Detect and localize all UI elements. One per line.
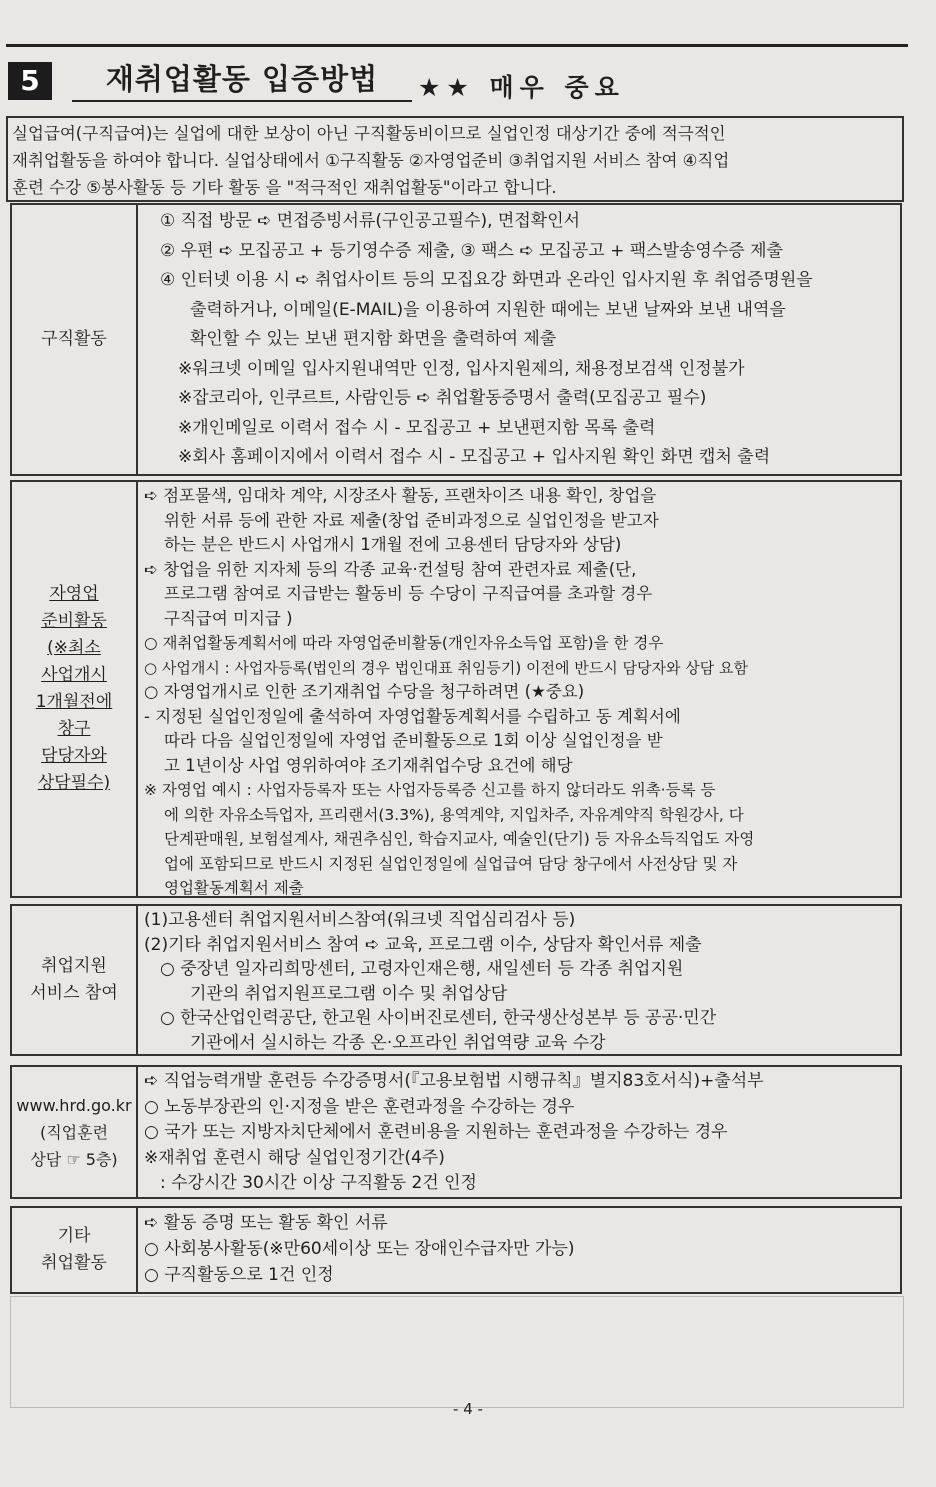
content-line: (1)고용센터 취업지원서비스참여(워크넷 직업심리검사 등) [144,910,576,930]
page-number: - 4 - [453,1400,483,1418]
section-employment-service [10,904,902,1056]
content-line: ※회사 홈페이지에서 이력서 접수 시 - 모집공고 + 입사지원 확인 화면 캡처 출력 [178,447,771,467]
label-line: 서비스 참여 [30,983,118,1003]
content-line: ※재취업 훈련시 해당 실업인정기간(4주) [144,1147,445,1168]
content-line: 하는 분은 반드시 사업개시 1개월 전에 고용센터 담당자와 상담) [164,535,622,554]
label-line: www.hrd.go.kr [16,1095,132,1115]
content-line: ※ 자영업 예시 : 사업자등록자 또는 사업자등록증 신고를 하지 않더라도 위촉·등록 등 [144,781,716,799]
intro-line: 재취업활동을 하여야 합니다. 실업상태에서 ①구직활동 ②자영업준비 ③취업지원 서비스 참여 ④직업 [12,151,730,170]
label-line: 취업활동 [41,1253,107,1273]
content-line: ○ 국가 또는 지방자치단체에서 훈련비용을 지원하는 훈련과정을 수강하는 경우 [144,1122,728,1142]
content-line: ➪ 직업능력개발 훈련등 수강증명서(『고용보험법 시행규칙』별지83호서식)+출석부 [144,1071,764,1091]
section-content [138,1208,900,1292]
content-line: : 수강시간 30시간 이상 구직활동 2건 인정 [160,1173,477,1193]
content-line: - 지정된 실업인정일에 출석하여 자영업활동계획서를 수립하고 동 계획서에 [144,706,681,726]
section-label [12,482,138,896]
content-line: ※잡코리아, 인쿠르트, 사람인등 ➪ 취업활동증명서 출력(모집공고 필수) [178,388,707,408]
section-header [8,58,908,108]
content-line: 단계판매원, 보험설계사, 채권추심인, 학습지교사, 예술인(단기) 등 자유소득직업도 자영 [164,830,755,848]
content-line: ○ 중장년 일자리희망센터, 고령자인재은행, 새일센터 등 각종 취업지원 [160,959,684,979]
label-line: 취업지원 [41,956,107,976]
content-line: ④ 인터넷 이용 시 ➪ 취업사이트 등의 모집요강 화면과 온라인 입사지원 후 취업증명원을 [160,270,813,290]
content-line: 고 1년이상 사업 영위하여야 조기재취업수당 요건에 해당 [164,755,573,775]
content-line: ① 직접 방문 ➪ 면접증빙서류(구인공고필수), 면접확인서 [160,211,581,231]
faded-backpage-box [10,1296,904,1408]
label-line: 기타 [57,1226,91,1246]
section-label [12,1067,138,1197]
section-label [12,1208,138,1292]
content-line: 구직급여 미지급 ) [164,608,293,628]
content-line: ➪ 창업을 위한 지자체 등의 각종 교육·컨설팅 참여 관련자료 제출(단, [144,559,637,579]
section-title: 재취업활동 입증방법 [72,58,412,102]
content-line: 기관의 취업지원프로그램 이수 및 취업상담 [190,983,508,1004]
section-vocational-training [10,1065,902,1199]
section-label [12,205,138,474]
section-job-search [10,203,902,476]
label-line: 담당자와 [41,746,107,766]
label-line: 상담 ☞ 5층) [30,1149,118,1169]
label-line: (직업훈련 [39,1122,109,1142]
content-line: 에 의한 자유소득업자, 프리랜서(3.3%), 용역계약, 지입차주, 자유계약직 학원강사, 다 [164,805,744,824]
content-line: (2)기타 취업지원서비스 참여 ➪ 교육, 프로그램 이수, 상담자 확인서류 제출 [144,934,702,955]
section-other-activities [10,1206,902,1294]
intro-box [6,116,904,202]
intro-line: 훈련 수강 ⑤봉사활동 등 기타 활동 을 "적극적인 재취업활동"이라고 합니다. [12,178,557,197]
content-line: 업에 포함되므로 반드시 지정된 실업인정일에 실업급여 담당 창구에서 사전상담 및 자 [164,854,738,873]
content-line: ○ 한국산업인력공단, 한고원 사이버진로센터, 한국생산성본부 등 공공·민간 [160,1008,717,1028]
content-line: ② 우편 ➪ 모집공고 + 등기영수증 제출, ③ 팩스 ➪ 모집공고 + 팩스발송영수증 제출 [160,240,783,261]
section-number-badge: 5 [8,62,52,100]
content-line: ○ 노동부장관의 인·지정을 받은 훈련과정을 수강하는 경우 [144,1096,575,1117]
label-line: 창구 [57,719,91,739]
section-label [12,906,138,1054]
section-self-employment [10,480,902,898]
content-line: 영업활동계획서 제출 [164,879,304,897]
label-line: (※최소 [47,638,101,658]
content-line: 위한 서류 등에 관한 자료 제출(창업 준비과정으로 실업인정을 받고자 [164,510,659,530]
content-line: ※워크넷 이메일 입사지원내역만 인정, 입사지원제의, 채용정보검색 인정불가 [178,358,745,379]
label-line: 자영업 [49,584,99,604]
section-content [138,205,900,474]
label-line: 구직활동 [41,329,107,349]
content-line: ○ 재취업활동계획서에 따라 자영업준비활동(개인자유소득업 포함)을 한 경우 [144,634,664,652]
content-line: ➪ 활동 증명 또는 활동 확인 서류 [144,1213,388,1233]
content-line: ➪ 점포물색, 임대차 계약, 시장조사 활동, 프랜차이즈 내용 확인, 창업을 [144,486,657,505]
top-rule [6,44,908,47]
label-line: 1개월전에 [35,692,113,712]
content-line: ※개인메일로 이력서 접수 시 - 모집공고 + 보낸편지함 목록 출력 [178,417,656,438]
section-content [138,906,900,1054]
intro-line: 실업급여(구직급여)는 실업에 대한 보상이 아닌 구직활동비이므로 실업인정 대상기간 중에 적극적인 [12,124,726,143]
content-line: 출력하거나, 이메일(E-MAIL)을 이용하여 지원한 때에는 보낸 날짜와 보낸 내역을 [190,299,786,320]
content-line: 확인할 수 있는 보낸 편지함 화면을 출력하여 제출 [190,329,557,349]
content-line: 프로그램 참여로 지급받는 활동비 등 수당이 구직급여를 초과할 경우 [164,584,653,603]
content-line: ○ 구직활동으로 1건 인정 [144,1265,334,1285]
label-line: 상담필수) [37,773,111,793]
importance-note: ★★ 매우 중요 [418,73,625,102]
content-line: 따라 다음 실업인정일에 자영업 준비활동으로 1회 이상 실업인정을 받 [164,731,663,750]
section-content [138,1067,900,1197]
content-line: 기관에서 실시하는 각종 온·오프라인 취업역량 교육 수강 [190,1032,606,1053]
content-line: ○ 사업개시 : 사업자등록(법인의 경우 법인대표 취임등기) 이전에 반드시 담당자와 상담 요함 [144,658,748,677]
label-line: 준비활동 [41,611,107,631]
content-line: ○ 자영업개시로 인한 조기재취업 수당을 청구하려면 (★중요) [144,682,585,701]
label-line: 사업개시 [41,665,107,685]
content-line: ○ 사회봉사활동(※만60세이상 또는 장애인수급자만 가능) [144,1239,575,1259]
section-content [138,482,900,896]
